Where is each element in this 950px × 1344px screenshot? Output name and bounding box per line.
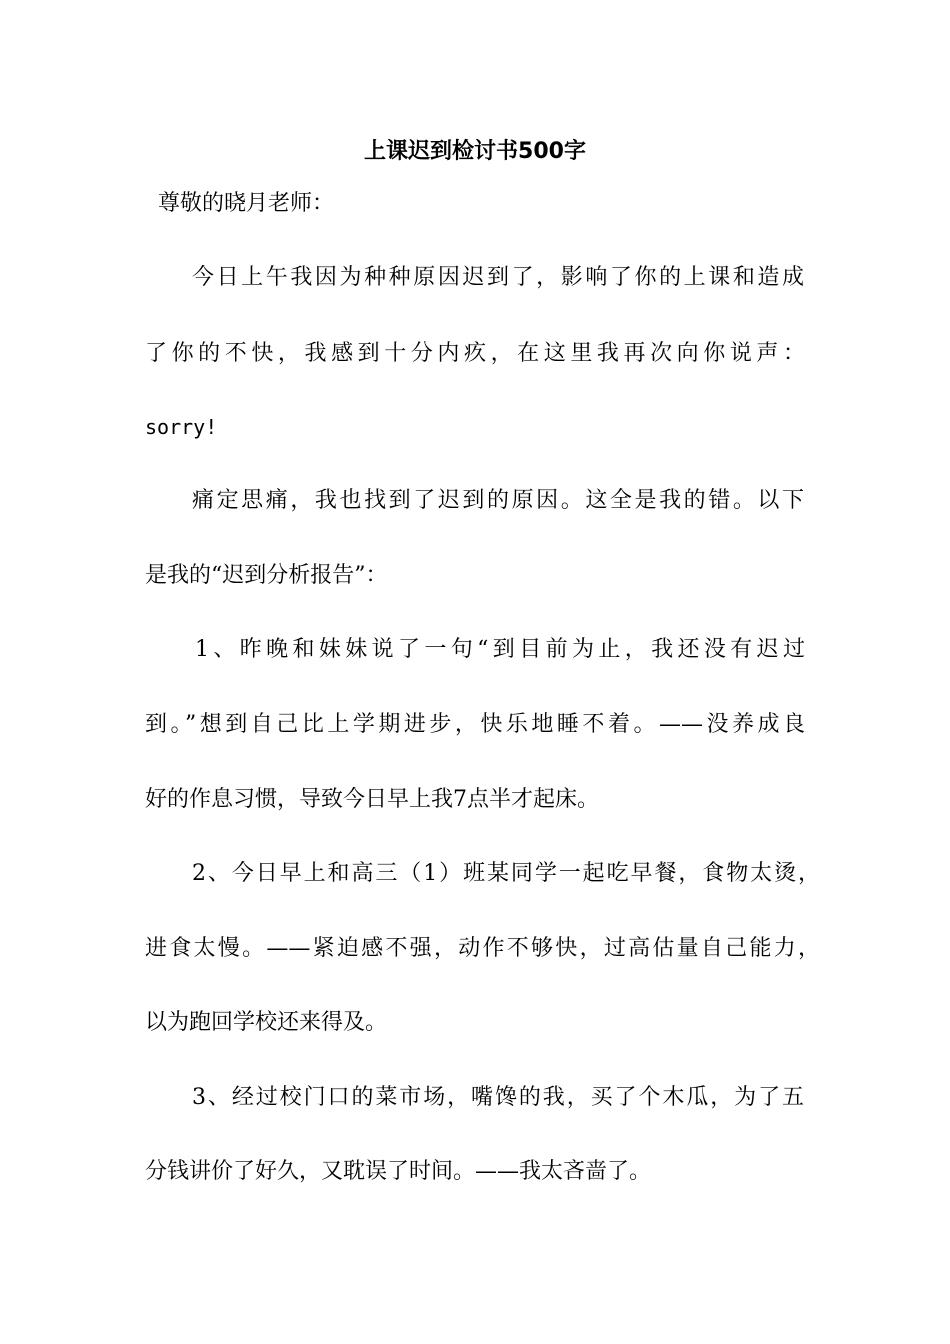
paragraph-line: sorry! (145, 415, 218, 439)
paragraph-line: 好的作息习惯，导致今日早上我7点半才起床。 (145, 787, 599, 812)
paragraph-line: 进食太慢。——紧迫感不强，动作不够快，过高估量自己能力， (145, 936, 820, 961)
paragraph-line: 痛定思痛，我也找到了迟到的原因。这全是我的错。以下 (192, 488, 804, 513)
paragraph-line: 3、经过校门口的菜市场，嘴馋的我，买了个木瓜，为了五 (192, 1085, 804, 1110)
paragraph-line: 今日上午我因为种种原因迟到了，影响了你的上课和造成 (192, 265, 804, 290)
salutation: 尊敬的晓月老师： (158, 191, 335, 216)
paragraph-line: 到。”想到自己比上学期进步，快乐地睡不着。——没养成良 (145, 712, 805, 737)
paragraph-line: 1、昨晚和妹妹说了一句“到目前为止，我还没有迟过 (195, 637, 805, 662)
paragraph-line: 了你的不快，我感到十分内疚，在这里我再次向你说声： (145, 341, 805, 366)
document-title: 上课迟到检讨书500字 (364, 139, 586, 164)
paragraph-line: 分钱讲价了好久，又耽误了时间。——我太吝啬了。 (145, 1159, 652, 1184)
paragraph-line: 以为跑回学校还来得及。 (145, 1010, 388, 1035)
paragraph-line: 2、今日早上和高三（1）班某同学一起吃早餐，食物太烫， (192, 861, 820, 886)
paragraph-line: 是我的“迟到分析报告”： (145, 563, 388, 588)
